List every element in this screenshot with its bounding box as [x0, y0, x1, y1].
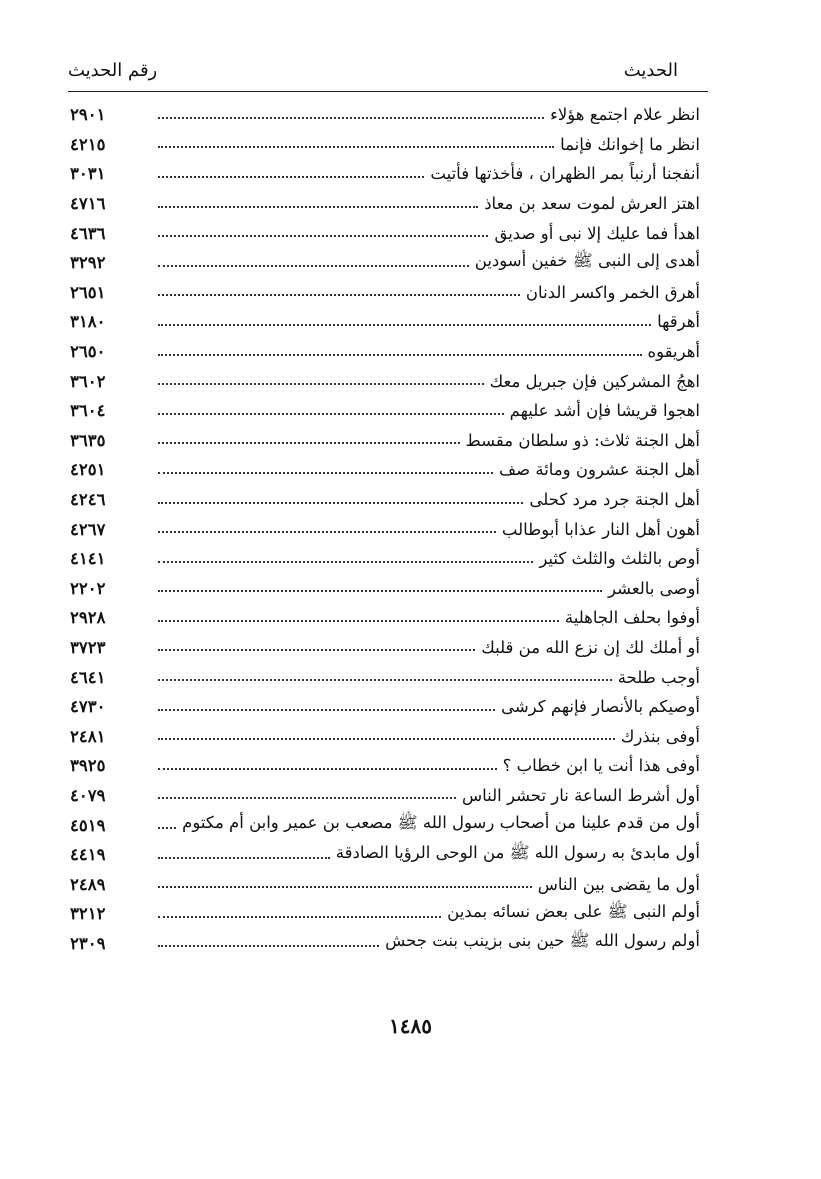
hadith-text: أهرقها [657, 312, 700, 332]
dot-leader [158, 413, 504, 415]
index-entry [70, 721, 700, 751]
dot-leader [158, 797, 456, 799]
index-entry [70, 603, 700, 633]
hadith-number: ٣٠٣١ [70, 164, 106, 184]
dot-leader [158, 383, 484, 385]
hadith-text: أوفى بنذرك [620, 726, 700, 746]
hadith-number: ٢٢٠٢ [70, 578, 106, 598]
index-entry [70, 544, 700, 574]
dot-leader [158, 679, 612, 681]
hadith-text: أهرق الخمر واكسر الدنان [525, 282, 700, 302]
dot-leader [158, 590, 602, 592]
dot-leader [158, 531, 496, 533]
hadith-text: أول من قدم علينا من أصحاب رسول الله ﷺ مصعب بن عمير وابن أم مكتوم [182, 813, 700, 833]
hadith-text: أول ما يقضى بين الناس [537, 874, 700, 894]
index-entry [70, 633, 700, 663]
hadith-number: ٢٩٢٨ [70, 608, 106, 628]
dot-leader [158, 442, 460, 444]
hadith-text: اهجوا قريشا فإن أشد عليهم [509, 401, 700, 421]
index-entry [70, 366, 700, 396]
hadith-text: انظر ما إخوانك فإنما [560, 134, 700, 154]
index-entry [70, 426, 700, 456]
index-entry [70, 248, 700, 278]
hadith-text: اهجُ المشركين فإن جبريل معك [489, 371, 700, 391]
hadith-number: ٢٦٥٠ [70, 342, 106, 362]
hadith-number: ٤٤١٩ [70, 845, 106, 865]
hadith-text: اهدأ فما عليك إلا نبى أو صديق [494, 223, 700, 243]
dot-leader [158, 117, 544, 119]
hadith-text: أهدى إلى النبى ﷺ خفين أسودين [474, 250, 700, 270]
dot-leader [158, 354, 642, 356]
hadith-number: ٢٣٠٩ [70, 933, 106, 953]
hadith-number: ٤٦٤١ [70, 667, 106, 687]
hadith-number: ٣٧٢٣ [70, 637, 106, 657]
dot-leader [158, 265, 469, 267]
index-entry [70, 159, 700, 189]
hadith-text: أوفوا بحلف الجاهلية [564, 608, 700, 628]
hadith-text: أهون أهل النار عذابا أبوطالب [501, 519, 700, 539]
hadith-number: ٢٤٨٩ [70, 874, 106, 894]
dot-leader [158, 649, 475, 651]
hadith-number: ٣٦٣٥ [70, 430, 106, 450]
dot-leader [158, 857, 330, 859]
index-entry [70, 337, 700, 367]
table-header [68, 58, 696, 88]
dot-leader [158, 324, 651, 326]
hadith-text: أهريقوه [647, 342, 700, 362]
hadith-number: ٤٠٧٩ [70, 785, 106, 805]
index-entry [70, 751, 700, 781]
dot-leader [158, 945, 379, 947]
index-entry [70, 189, 700, 219]
hadith-number: ٢٩٠١ [70, 105, 106, 125]
hadith-text: أولم رسول الله ﷺ حين بنى بزينب بنت جحش [385, 931, 700, 951]
hadith-text: أولم النبى ﷺ على بعض نسائه بمدين [447, 901, 700, 921]
hadith-number: ٣٦٠٤ [70, 401, 106, 421]
dot-leader [158, 768, 497, 770]
hadith-number: ٤٧٣٠ [70, 697, 106, 717]
index-entry [70, 514, 700, 544]
hadith-number: ٢٤٨١ [70, 726, 106, 746]
hadith-number: ٣٢٩٢ [70, 253, 106, 273]
index-entry [70, 396, 700, 426]
dot-leader [158, 738, 615, 740]
index-entry [70, 100, 700, 130]
index-entry [70, 781, 700, 811]
hadith-number: ٤٦٣٦ [70, 223, 106, 243]
hadith-text: أوصى بالعشر [608, 578, 700, 598]
index-entry [70, 455, 700, 485]
hadith-text: أول أشرط الساعة نار تحشر الناس [461, 785, 700, 805]
hadith-text: أهل الجنة جرد مرد كحلى [529, 490, 700, 510]
dot-leader [158, 235, 488, 237]
dot-leader [158, 709, 495, 711]
hadith-text: اهتز العرش لموت سعد بن معاذ [484, 194, 700, 214]
index-entry [70, 218, 700, 248]
hadith-number: ٤٢٤٦ [70, 490, 106, 510]
dot-leader [158, 886, 532, 888]
hadith-number: ٣٢١٢ [70, 904, 106, 924]
hadith-text: أنفجنا أرنباً بمر الظهران ، فأخذتها فأتيت [430, 164, 700, 184]
dot-leader [158, 472, 493, 474]
dot-leader [158, 502, 523, 504]
index-entry [70, 307, 700, 337]
hadith-number: ٤١٤١ [70, 549, 106, 569]
page-number: ١٤٨٥ [389, 1014, 432, 1038]
hadith-number: ٣١٨٠ [70, 312, 106, 332]
index-entry [70, 278, 700, 308]
index-entry [70, 810, 700, 840]
index-entry [70, 662, 700, 692]
hadith-text: أوص بالثلث والثلث كثير [539, 549, 700, 569]
dot-leader [158, 176, 424, 178]
hadith-text: أوجب طلحة [617, 667, 700, 687]
dot-leader [158, 146, 554, 148]
index-entry [70, 130, 700, 160]
hadith-text: أهل الجنة ثلاث: ذو سلطان مقسط [465, 430, 700, 450]
dot-leader [158, 827, 176, 829]
dot-leader [158, 206, 478, 208]
hadith-number: ٤٥١٩ [70, 815, 106, 835]
index-entry [70, 574, 700, 604]
hadith-number: ٣٦٠٢ [70, 371, 106, 391]
dot-leader [158, 561, 533, 563]
index-entry [70, 692, 700, 722]
dot-leader [158, 620, 559, 622]
header-divider [68, 91, 708, 92]
hadith-text: أوفى هذا أنت يا ابن خطاب ؟ [502, 756, 700, 776]
index-entry [70, 869, 700, 899]
dot-leader [158, 294, 520, 296]
hadith-number: ٤٧١٦ [70, 194, 106, 214]
index-entry [70, 840, 700, 870]
hadith-number: ٤٢٥١ [70, 460, 106, 480]
hadith-number: ٤٢١٥ [70, 134, 106, 154]
dot-leader [158, 916, 441, 918]
hadith-text: أو أملك لك إن نزع الله من قلبك [481, 637, 700, 657]
hadith-number: ٢٦٥١ [70, 282, 106, 302]
hadith-text: انظر علام اجتمع هؤلاء [550, 105, 700, 125]
index-entry [70, 929, 700, 959]
hadith-text: أوصيكم بالأنصار فإنهم كرشى [501, 697, 700, 717]
hadith-text: أهل الجنة عشرون ومائة صف [499, 460, 700, 480]
hadith-number: ٤٢٦٧ [70, 519, 106, 539]
index-entry [70, 485, 700, 515]
hadith-index-list [70, 100, 700, 958]
index-entry [70, 899, 700, 929]
number-column-heading: رقم الحديث [68, 60, 158, 81]
hadith-number: ٣٩٢٥ [70, 756, 106, 776]
hadith-column-heading: الحديث [623, 60, 678, 81]
hadith-text: أول مابدئ به رسول الله ﷺ من الوحى الرؤيا الصادقة [335, 842, 700, 862]
